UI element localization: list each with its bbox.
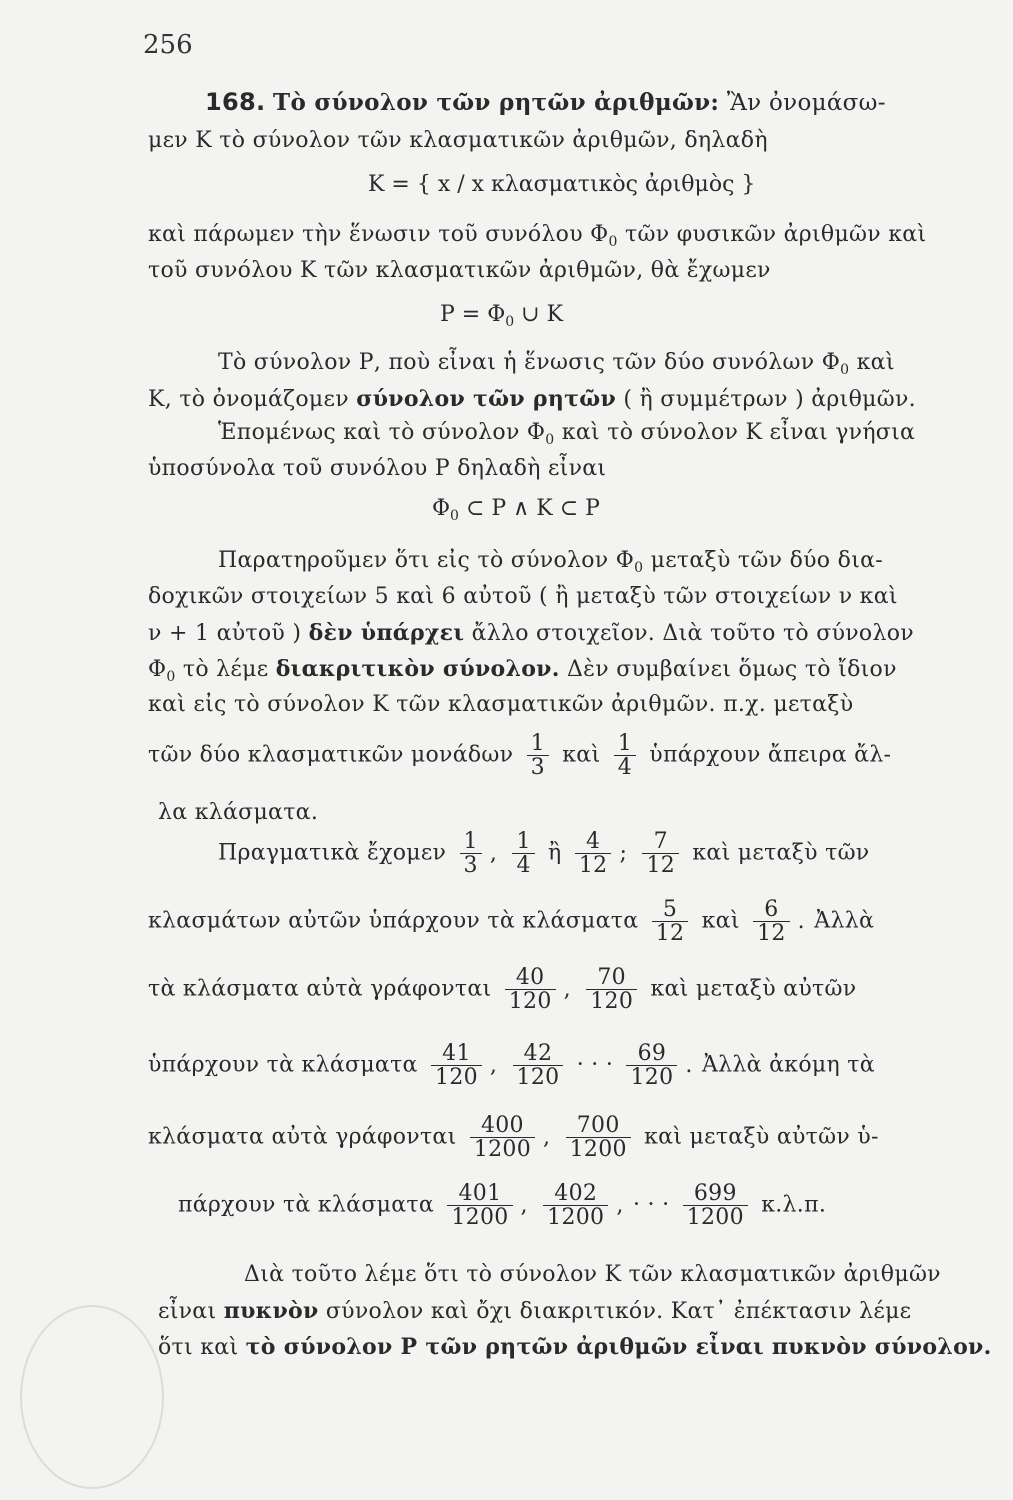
text-line: εἶναι πυκνὸν σύνολον καὶ ὄχι διακριτικόν. Κατ᾿ ἐπέκτασιν λέμε (158, 1298, 912, 1324)
fraction: $\frac{401}{1200}$ (447, 1182, 512, 1229)
text-line: τὰ κλάσματα αὐτὰ γράφονται $\frac{40}{120}$ , $\frac{70}{120}$ καὶ μεταξὺ αὐτῶν (148, 965, 857, 1015)
text-line: ὅτι καὶ τὸ σύνολον Ρ τῶν ρητῶν ἀριθμῶν εἶναι πυκνὸν σύνολον. (158, 1334, 992, 1360)
text-line: Κ, τὸ ὀνομάζομεν σύνολον τῶν ρητῶν ( ἢ συμμέτρων ) ἀριθμῶν. (148, 386, 916, 412)
text-line: πάρχουν τὰ κλάσματα $\frac{401}{1200}$ , $\frac{402}{1200}$ , · · · $\frac{699}{1200}$ κ.λ.π. (178, 1181, 827, 1231)
library-stamp (20, 1305, 164, 1489)
text-line: Διὰ τοῦτο λέμε ὅτι τὸ σύνολον Κ τῶν κλασματικῶν ἀριθμῶν (244, 1262, 941, 1287)
bold-term: σύνολον τῶν ρητῶν (356, 386, 617, 412)
formula-union: $P = \Phi_0$ ∪ Κ (440, 302, 564, 330)
text-line: καὶ εἰς τὸ σύνολον Κ τῶν κλασματικῶν ἀριθμῶν. π.χ. μεταξὺ (148, 692, 854, 717)
fraction: $\frac{69}{120}$ (626, 1042, 677, 1089)
fraction: $\frac{7}{12}$ (642, 830, 679, 877)
text-line: λα κλάσματα. (158, 800, 319, 825)
heading-intro: Ἂν ὀνομάσω- (726, 90, 886, 116)
text-line: ὑποσύνολα τοῦ συνόλου Ρ δηλαδὴ εἶναι (148, 456, 607, 481)
formula-set-k: Κ = { x / x κλασματικὸς ἀριθμὸς } (368, 172, 756, 197)
text-line: δοχικῶν στοιχείων 5 καὶ 6 αὐτοῦ ( ἢ μεταξὺ τῶν στοιχείων ν καὶ (148, 584, 898, 609)
fraction: $\frac{700}{1200}$ (566, 1114, 631, 1161)
fraction: $\frac{42}{120}$ (513, 1042, 564, 1089)
text-line: $\Phi_0$ τὸ λέμε διακριτικὸν σύνολον. Δὲν συμβαίνει ὅμως τὸ ἴδιον (148, 656, 897, 685)
page-number: 256 (143, 30, 193, 60)
bold-conclusion: τὸ σύνολον Ρ τῶν ρητῶν ἀριθμῶν εἶναι πυκνὸν σύνολον. (245, 1334, 992, 1360)
text-line: Τὸ σύνολον Ρ, ποὺ εἶναι ἡ ἕνωσις τῶν δύο συνόλων $\Phi_0$ καὶ (218, 350, 895, 378)
fraction: $\frac{70}{120}$ (586, 966, 637, 1013)
section-heading (205, 88, 886, 116)
text-line: Ἑπομένως καὶ τὸ σύνολον $\Phi_0$ καὶ τὸ σύνολον Κ εἶναι γνήσια (218, 420, 916, 448)
formula-subsets: $\Phi_0$ ⊂ Ρ ∧ Κ ⊂ Ρ (432, 496, 600, 524)
fraction: $\frac{5}{12}$ (652, 898, 689, 945)
text-line: ὑπάρχουν τὰ κλάσματα $\frac{41}{120}$ , $\frac{42}{120}$ · · · $\frac{69}{120}$ . Ἀλλὰ ἀκόμη τὰ (148, 1041, 875, 1091)
text-line: κλασμάτων αὐτῶν ὑπάρχουν τὰ κλάσματα $\frac{5}{12}$ καὶ $\frac{6}{12}$ . Ἀλλὰ (148, 897, 875, 947)
fraction: $\frac{4}{12}$ (575, 830, 612, 877)
text-line: Παρατηροῦμεν ὅτι εἰς τὸ σύνολον $\Phi_0$ μεταξὺ τῶν δύο δια- (218, 548, 884, 576)
bold-term: δὲν ὑπάρχει (308, 620, 465, 646)
fraction: $\frac{1}{3}$ (460, 830, 482, 877)
section-title: Τὸ σύνολον τῶν ρητῶν ἀριθμῶν: (273, 89, 720, 116)
fraction: $\frac{1}{4}$ (512, 830, 534, 877)
fraction: $\frac{6}{12}$ (753, 898, 790, 945)
fraction: $\frac{699}{1200}$ (683, 1182, 748, 1229)
bold-term: πυκνὸν (223, 1298, 319, 1324)
text-line: μεν Κ τὸ σύνολον τῶν κλασματικῶν ἀριθμῶν, δηλαδὴ (148, 128, 768, 153)
text-line: καὶ πάρωμεν τὴν ἕνωσιν τοῦ συνόλου $\Phi_0$ τῶν φυσικῶν ἀριθμῶν καὶ (148, 222, 927, 250)
fraction: $\frac{41}{120}$ (431, 1042, 482, 1089)
fraction: $\frac{40}{120}$ (505, 966, 556, 1013)
text-line: ν + 1 αὐτοῦ ) δὲν ὑπάρχει ἄλλο στοιχεῖον. Διὰ τοῦτο τὸ σύνολον (148, 620, 914, 646)
bold-term: διακριτικὸν σύνολον. (275, 656, 560, 682)
text-line: τοῦ συνόλου Κ τῶν κλασματικῶν ἀριθμῶν, θὰ ἔχωμεν (148, 258, 771, 283)
text-line: κλάσματα αὐτὰ γράφονται $\frac{400}{1200}$ , $\frac{700}{1200}$ καὶ μεταξὺ αὐτῶν ὑ- (148, 1113, 879, 1163)
fraction: $\frac{400}{1200}$ (470, 1114, 535, 1161)
fraction: $\frac{402}{1200}$ (543, 1182, 608, 1229)
fraction: $\frac{1}{4}$ (614, 732, 636, 779)
fraction: $\frac{1}{3}$ (527, 732, 549, 779)
text-line: Πραγματικὰ ἔχομεν $\frac{1}{3}$ , $\frac{1}{4}$ ἢ $\frac{4}{12}$ ; $\frac{7}{12}$ καὶ μεταξὺ τῶν (218, 829, 870, 879)
text-line: τῶν δύο κλασματικῶν μονάδων $\frac{1}{3}$ καὶ $\frac{1}{4}$ ὑπάρχουν ἄπειρα ἄλ- (148, 731, 892, 781)
section-number: 168. (205, 88, 266, 116)
